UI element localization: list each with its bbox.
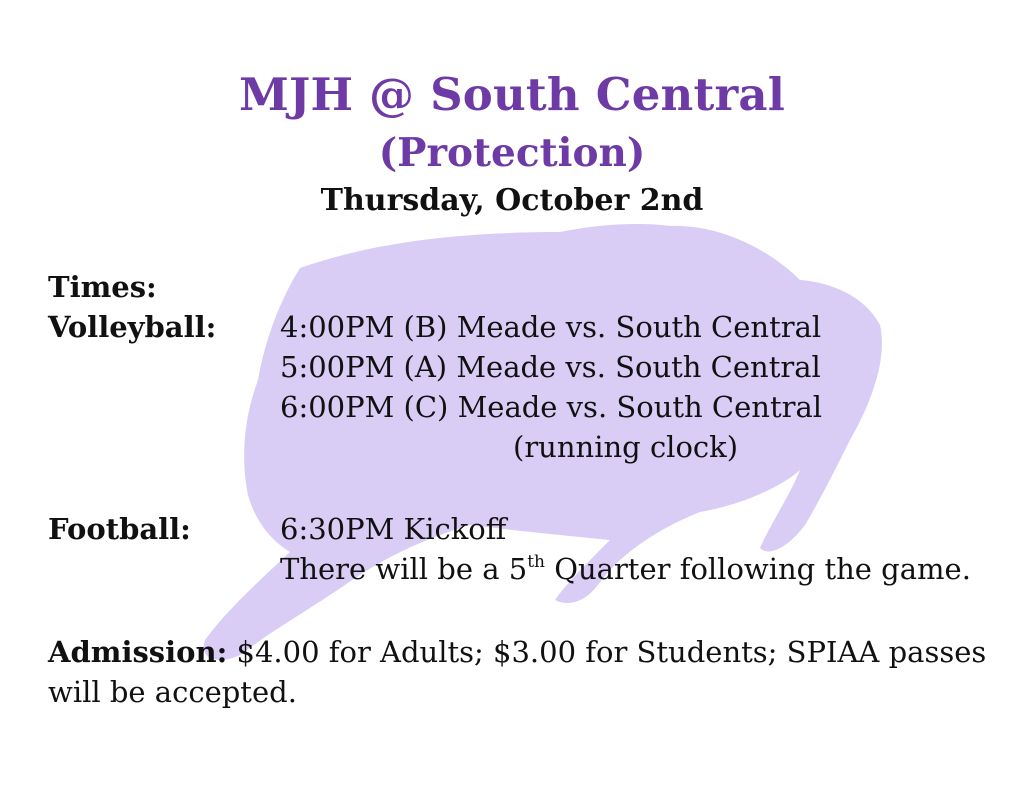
fifth-quarter-note <box>280 552 971 586</box>
fifth-quarter-note-suffix: Quarter following the game. <box>544 552 971 586</box>
times-label: Times: <box>48 270 157 304</box>
event-subtitle: (Protection) <box>378 130 646 176</box>
fifth-quarter-note-prefix: There will be a 5 <box>280 552 528 586</box>
football-kickoff: 6:30PM Kickoff <box>280 512 507 546</box>
volleyball-game-b: 4:00PM (B) Meade vs. South Central <box>280 310 822 344</box>
volleyball-game-a: 5:00PM (A) Meade vs. South Central <box>280 350 821 384</box>
running-clock-note: (running clock) <box>513 430 739 464</box>
event-title: MJH @ South Central <box>238 68 786 121</box>
football-label: Football: <box>48 512 191 546</box>
event-date: Thursday, October 2nd <box>320 183 704 218</box>
admission-prices: $4.00 for Adults; $3.00 for Students; SPIAA passes <box>227 635 987 669</box>
volleyball-label: Volleyball: <box>48 310 217 344</box>
volleyball-game-c: 6:00PM (C) Meade vs. South Central <box>280 390 823 424</box>
fifth-quarter-note-ordinal: th <box>527 552 545 572</box>
admission-paragraph <box>48 632 988 712</box>
admission-passes-note: will be accepted. <box>48 675 297 709</box>
admission-label: Admission: <box>48 635 228 669</box>
